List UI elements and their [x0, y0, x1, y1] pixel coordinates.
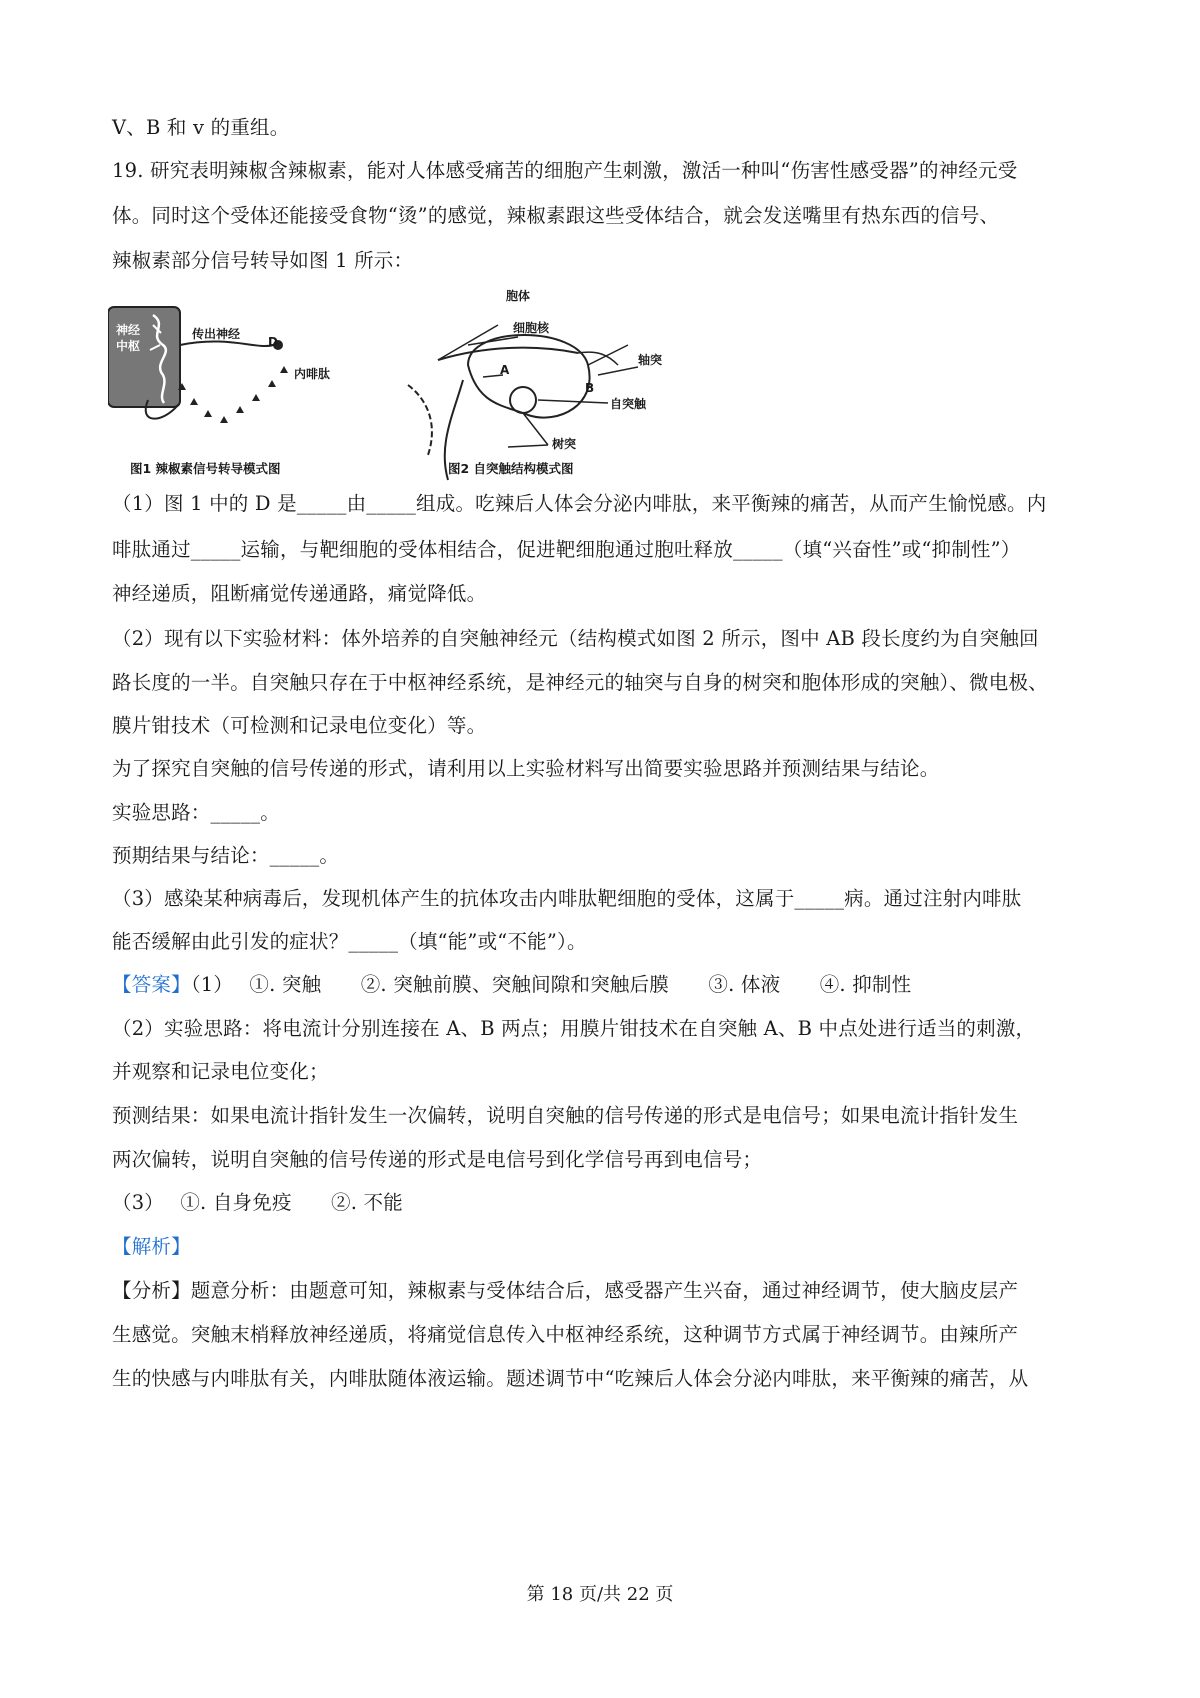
fig1-label-d: D: [268, 335, 278, 349]
answer-tag: 【答案】: [112, 973, 191, 996]
fig1-endorphin-mark: [268, 380, 276, 387]
question-19-line-1: 19. 研究表明辣椒含辣椒素，能对人体感受痛苦的细胞产生刺激，激活一种叫“伤害性感受器”的神经元受: [112, 159, 1018, 182]
fig1-endorphin-mark: [252, 394, 260, 401]
q1-line-2: 啡肽通过_____运输，与靶细胞的受体相结合，促进靶细胞通过胞吐释放_____（填“兴奋性”或“抑制性”）: [112, 538, 1021, 561]
question-19-line-2: 体。同时这个受体还能接受食物“烫”的感觉，辣椒素跟这些受体结合，就会发送嘴里有热东西的信号、: [112, 204, 1000, 227]
q2-line-2: 路长度的一半。自突触只存在于中枢神经系统，是神经元的轴突与自身的树突和胞体形成的突触）、微电极、: [112, 671, 1048, 694]
answer-part-1: （1） ①. 突触 ②. 突触前膜、突触间隙和突触后膜 ③. 体液 ④. 抑制性: [190, 973, 912, 996]
fig1-label-efferent: 传出神经: [192, 327, 241, 341]
analysis-line-3: 生的快感与内啡肽有关，内啡肽随体液运输。题述调节中“吃辣后人体会分泌内啡肽，来平衡辣的痛苦，从: [112, 1367, 1029, 1390]
fig2-branch: [438, 348, 578, 360]
q2-result-blank: 预期结果与结论：_____。: [112, 844, 340, 867]
answer-line-3: 并观察和记录电位变化；: [112, 1060, 329, 1083]
fig1-label-center: 神经: [116, 323, 141, 337]
q1-line-1: （1）图 1 中的 D 是_____由_____组成。吃辣后人体会分泌内啡肽，来平衡辣的痛苦，从而产生愉悦感。内: [112, 492, 1047, 515]
answer-line-4: 预测结果：如果电流计指针发生一次偏转，说明自突触的信号传递的形式是电信号；如果电流计指针发生: [112, 1104, 1019, 1127]
q2-line-4: 为了探究自突触的信号传递的形式，请利用以上实验材料写出简要实验思路并预测结果与结论。: [112, 757, 940, 780]
answer-line-6: （3） ①. 自身免疫 ②. 不能: [112, 1191, 403, 1214]
q1-line-3: 神经递质，阻断痛觉传递通路，痛觉降低。: [112, 582, 487, 605]
q2-line-1: （2）现有以下实验材料：体外培养的自突触神经元（结构模式如图 2 所示，图中 AB 段长度约为自突触回: [112, 627, 1039, 650]
fig2-label-a: A: [500, 363, 510, 377]
fig2-label-soma: 胞体: [506, 289, 531, 303]
fig1-label-center-2: 中枢: [116, 339, 141, 353]
fig1-endorphin-mark: [204, 410, 212, 417]
fig1-endorphin-mark: [190, 398, 198, 405]
analysis-tag: 【解析】: [112, 1235, 191, 1258]
fig1-label-endorphin: 内啡肽: [294, 367, 331, 381]
fig2-dendrite-left: [408, 385, 432, 455]
analysis-line-1: 【分析】题意分析：由题意可知，辣椒素与受体结合后，感受器产生兴奋，通过神经调节，使大脑皮层产: [112, 1279, 1019, 1302]
fig1-caption: 图1 辣椒素信号转导模式图: [130, 461, 281, 476]
fig2-label-dendrite: 树突: [552, 437, 577, 451]
fig1-endorphin-mark: [280, 366, 288, 373]
fig2-autapse-circle: [510, 387, 536, 413]
fig1-efferent-nerve: [180, 341, 273, 346]
fig1-endorphin-mark: [220, 416, 228, 423]
fig1-endorphin-mark: [236, 406, 244, 413]
fig2-label-b: B: [585, 381, 595, 395]
page-footer: 第 18 页/共 22 页: [526, 1584, 674, 1605]
figures-area: [108, 289, 668, 485]
question-19-line-3: 辣椒素部分信号转导如图 1 所示：: [112, 249, 414, 272]
fig2-caption: 图2 自突触结构模式图: [448, 461, 574, 476]
answer-line-1: [112, 973, 911, 997]
text-line-recombination: V、B 和 v 的重组。: [112, 116, 290, 139]
fig2-label-autapse: 自突触: [610, 397, 647, 411]
q3-line-2: 能否缓解由此引发的症状？_____（填“能”或“不能”）。: [112, 930, 587, 953]
answer-line-2: （2）实验思路：将电流计分别连接在 A、B 两点；用膜片钳技术在自突触 A、B 中点处进行适当的刺激，: [112, 1017, 1036, 1040]
answer-line-5: 两次偏转，说明自突触的信号传递的形式是电信号到化学信号再到电信号；: [112, 1148, 763, 1171]
fig2-autapse-pointer: [538, 400, 608, 403]
q2-idea-blank: 实验思路：_____。: [112, 801, 280, 824]
fig2-label-nucleus: 细胞核: [513, 321, 550, 335]
analysis-line-2: 生感觉。突触末梢释放神经递质，将痛觉信息传入中枢神经系统，这种调节方式属于神经调节。由辣所产: [112, 1323, 1019, 1346]
q3-line-1: （3）感染某种病毒后，发现机体产生的抗体攻击内啡肽靶细胞的受体，这属于_____病。通过注射内啡肽: [112, 887, 1022, 910]
q2-line-3: 膜片钳技术（可检测和记录电位变化）等。: [112, 714, 487, 737]
fig2-label-axon: 轴突: [638, 353, 663, 367]
fig2-branch: [438, 325, 518, 360]
